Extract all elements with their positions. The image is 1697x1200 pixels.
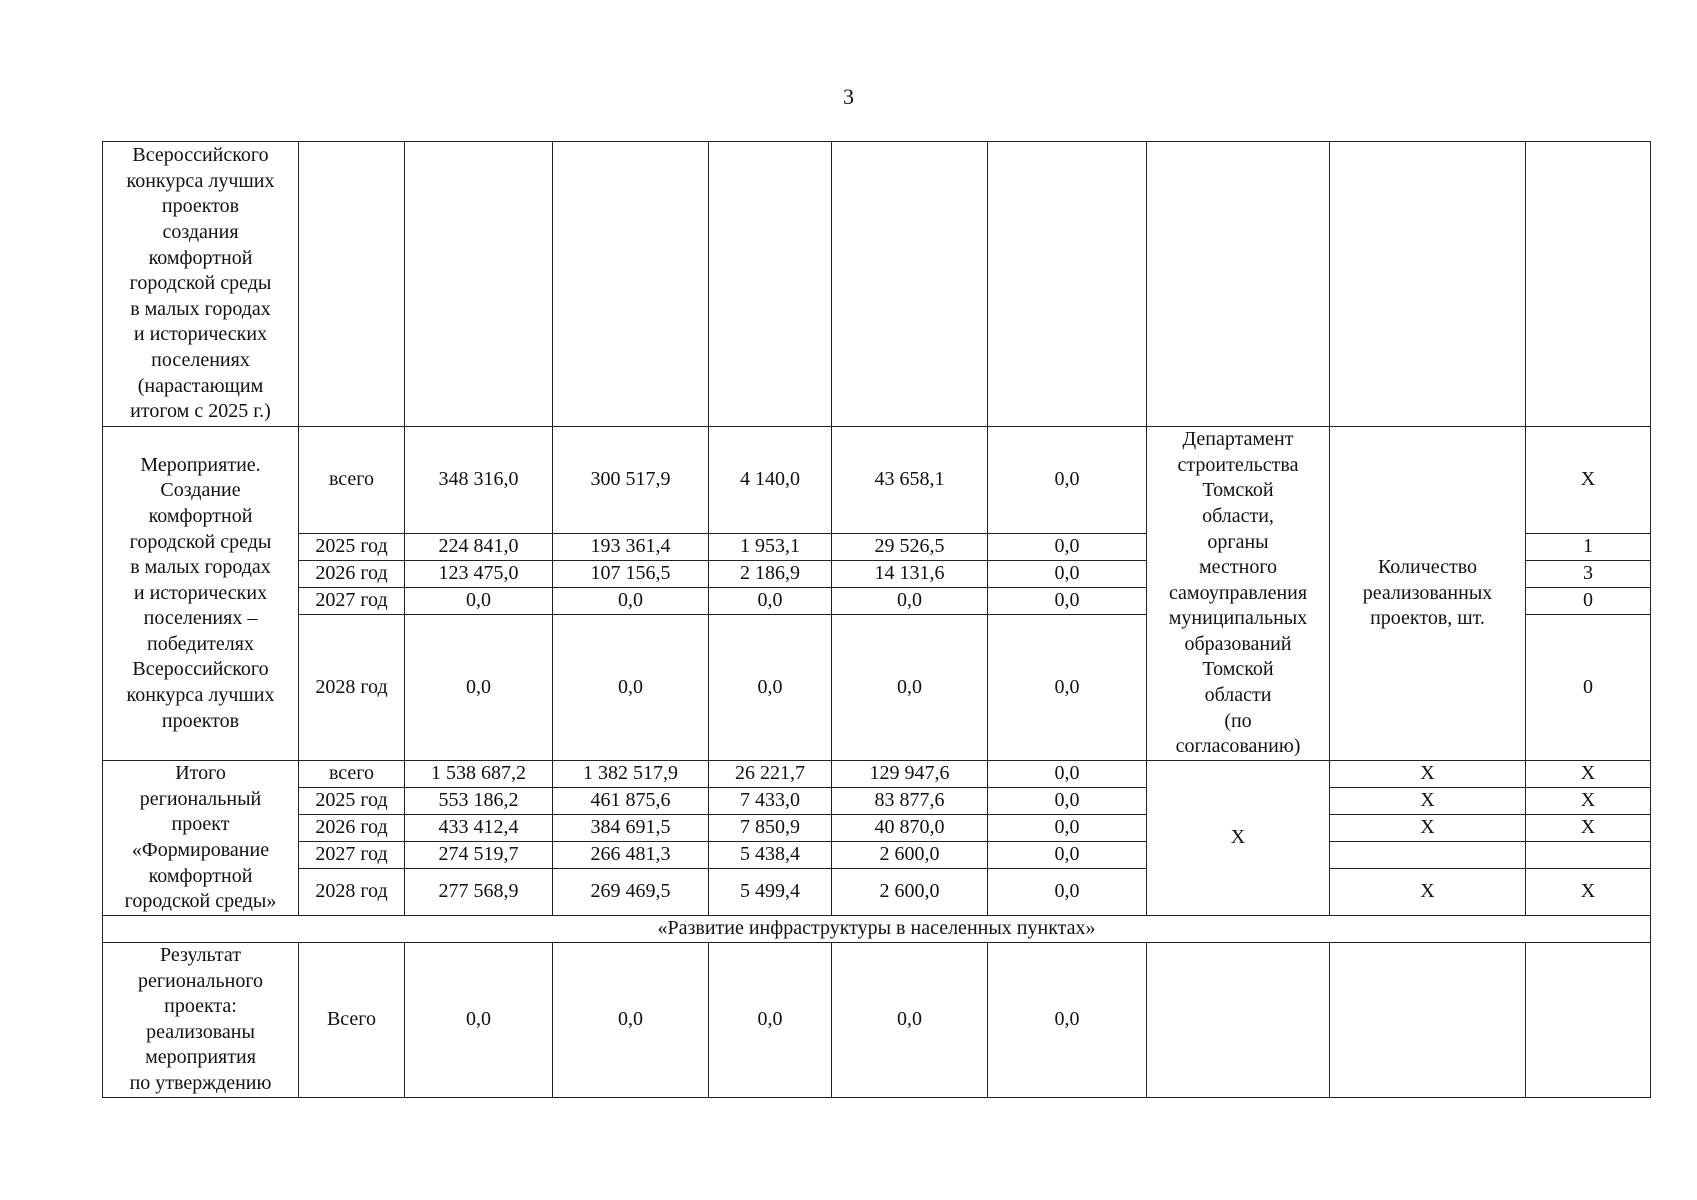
value-cell: 5 499,4 [709,869,832,916]
text-line: Количество [1377,556,1478,579]
text-line: Томской [1202,479,1274,502]
value-cell: 29 526,5 [832,534,988,561]
indicator-cell: Х [1330,788,1526,815]
table-row [103,761,1651,788]
value-cell: 0,0 [405,615,553,761]
period-cell: всего [299,761,405,788]
value-cell: 4 140,0 [709,427,832,534]
target-cell: Х [1526,815,1651,842]
text-line: городской среды [129,530,272,553]
empty-cell [709,142,832,427]
text-line: городской среды» [124,890,277,913]
text-line: реализованы [146,1020,255,1043]
table-row [103,869,1651,916]
text-line: проекта: [164,995,237,1018]
value-cell: 1 538 687,2 [405,761,553,788]
value-cell: 0,0 [553,615,709,761]
text-line: Всероссийского [132,144,269,167]
table-row [103,815,1651,842]
indicator-cell: Х [1330,761,1526,788]
value-cell: 274 519,7 [405,842,553,869]
empty-cell [1330,142,1526,427]
empty-cell [299,142,405,427]
period-cell: 2025 год [299,534,405,561]
value-cell: 0,0 [988,815,1147,842]
empty-cell [988,142,1147,427]
value-cell: 0,0 [988,842,1147,869]
text-line: поселениях [151,348,250,371]
text-line: и исторических [133,323,268,346]
value-cell: 43 658,1 [832,427,988,534]
text-line: области, [1202,504,1274,527]
text-line: конкурса лучших [126,684,275,707]
table-row [103,916,1651,943]
value-cell: 0,0 [405,943,553,1098]
text-line: самоуправления [1168,581,1308,604]
empty-cell [1330,943,1526,1098]
empty-cell [553,142,709,427]
value-cell: 0,0 [988,561,1147,588]
value-cell: 0,0 [988,534,1147,561]
text-line: мероприятия [145,1046,256,1069]
value-cell: 193 361,4 [553,534,709,561]
value-cell: 14 131,6 [832,561,988,588]
value-cell: 0,0 [405,588,553,615]
text-line: Создание [160,479,241,502]
value-cell: 83 877,6 [832,788,988,815]
text-line: области [1204,684,1272,707]
text-line: проектов [161,709,240,732]
text-line: Томской [1202,658,1274,681]
text-line: местного [1198,556,1278,579]
text-line: (по [1224,709,1252,732]
text-line: проектов [161,195,240,218]
empty-cell [405,142,553,427]
value-cell: 2 600,0 [832,842,988,869]
text-line: поселениях – [143,607,258,630]
text-line: Мероприятие. [140,453,261,476]
text-line: органы [1207,530,1269,553]
value-cell: 0,0 [832,615,988,761]
text-line: региональный [139,787,262,810]
value-cell: 1 382 517,9 [553,761,709,788]
period-cell: 2027 год [299,588,405,615]
empty-cell [1147,943,1330,1098]
text-line: Всероссийского [132,658,269,681]
value-cell: 384 691,5 [553,815,709,842]
text-line: конкурса лучших [126,169,275,192]
text-line: по утверждению [129,1071,272,1094]
measure-name-cell [103,427,299,761]
text-line: реализованных [1362,581,1493,604]
target-cell: 0 [1526,588,1651,615]
table-row [103,842,1651,869]
value-cell: 0,0 [709,615,832,761]
value-cell: 2 186,9 [709,561,832,588]
value-cell: 0,0 [988,427,1147,534]
text-line: строительства [1177,453,1299,476]
value-cell: 269 469,5 [553,869,709,916]
text-line: согласованию) [1175,735,1301,758]
value-cell: 461 875,6 [553,788,709,815]
value-cell: 224 841,0 [405,534,553,561]
value-cell: 5 438,4 [709,842,832,869]
indicator-cell: Х [1330,869,1526,916]
period-cell: 2025 год [299,788,405,815]
text-line: регионального [137,969,264,992]
text-line: Департамент [1182,428,1294,451]
target-cell: 3 [1526,561,1651,588]
value-cell: 129 947,6 [832,761,988,788]
target-cell: 1 [1526,534,1651,561]
period-cell: 2026 год [299,815,405,842]
value-cell: 107 156,5 [553,561,709,588]
text-line: в малых городах [130,556,271,579]
value-cell: 433 412,4 [405,815,553,842]
text-line: в малых городах [130,297,271,320]
responsible-cell: Х [1147,761,1330,916]
text-line: создания [162,221,239,244]
value-cell: 0,0 [988,761,1147,788]
target-cell: Х [1526,427,1651,534]
budget-table [102,141,1651,1098]
value-cell: 0,0 [832,943,988,1098]
text-line: муниципальных [1168,607,1308,630]
value-cell: 0,0 [988,788,1147,815]
value-cell: 0,0 [553,943,709,1098]
period-cell: 2027 год [299,842,405,869]
text-line: городской среды [129,272,272,295]
value-cell: 0,0 [832,588,988,615]
empty-cell [832,142,988,427]
period-cell: всего [299,427,405,534]
text-line: «Формирование [131,839,270,861]
value-cell: 0,0 [988,615,1147,761]
value-cell: 0,0 [553,588,709,615]
value-cell: 7 433,0 [709,788,832,815]
value-cell: 7 850,9 [709,815,832,842]
period-cell: 2028 год [299,615,405,761]
value-cell: 40 870,0 [832,815,988,842]
target-cell: 0 [1526,615,1651,761]
value-cell: 1 953,1 [709,534,832,561]
target-cell: Х [1526,788,1651,815]
target-cell [1526,842,1651,869]
indicator-cell [1330,842,1526,869]
table-row [103,788,1651,815]
text-line: комфортной [148,504,253,527]
text-line: и исторических [133,581,268,604]
empty-cell [1526,142,1651,427]
total-name-cell [103,761,299,916]
value-cell: 123 475,0 [405,561,553,588]
text-line: комфортной [148,864,253,887]
text-line: Результат [159,944,241,966]
period-cell: 2026 год [299,561,405,588]
text-line: проектов, шт. [1370,607,1485,630]
table-row [103,142,1651,427]
value-cell: 0,0 [988,588,1147,615]
responsible-cell [1147,427,1330,761]
period-cell: 2028 год [299,869,405,916]
indicator-cell: Х [1330,815,1526,842]
period-cell: Всего [299,943,405,1098]
table-row [103,943,1651,1098]
table-row [103,427,1651,534]
empty-cell [1526,943,1651,1098]
value-cell: 553 186,2 [405,788,553,815]
indicator-cell [1330,427,1526,761]
value-cell: 0,0 [988,943,1147,1098]
text-line: победителях [147,632,254,655]
text-line: Итого [175,762,226,785]
text-line: проект [171,813,230,836]
empty-cell [1147,142,1330,427]
text-line: образований [1184,632,1292,655]
value-cell: 26 221,7 [709,761,832,788]
text-line: (нарастающим [137,374,264,397]
target-cell: Х [1526,869,1651,916]
text-line: комфортной [148,246,253,269]
value-cell: 0,0 [709,943,832,1098]
page-number: 3 [843,84,854,109]
value-cell: 277 568,9 [405,869,553,916]
value-cell: 348 316,0 [405,427,553,534]
value-cell: 2 600,0 [832,869,988,916]
value-cell: 300 517,9 [553,427,709,534]
text-line: итогом с 2025 г.) [130,400,271,423]
item-name-cell [103,142,299,427]
result-name-cell [103,943,299,1098]
value-cell: 0,0 [988,869,1147,916]
value-cell: 266 481,3 [553,842,709,869]
section-title: «Развитие инфраструктуры в населенных пунктах» [103,916,1651,943]
target-cell: Х [1526,761,1651,788]
value-cell: 0,0 [709,588,832,615]
